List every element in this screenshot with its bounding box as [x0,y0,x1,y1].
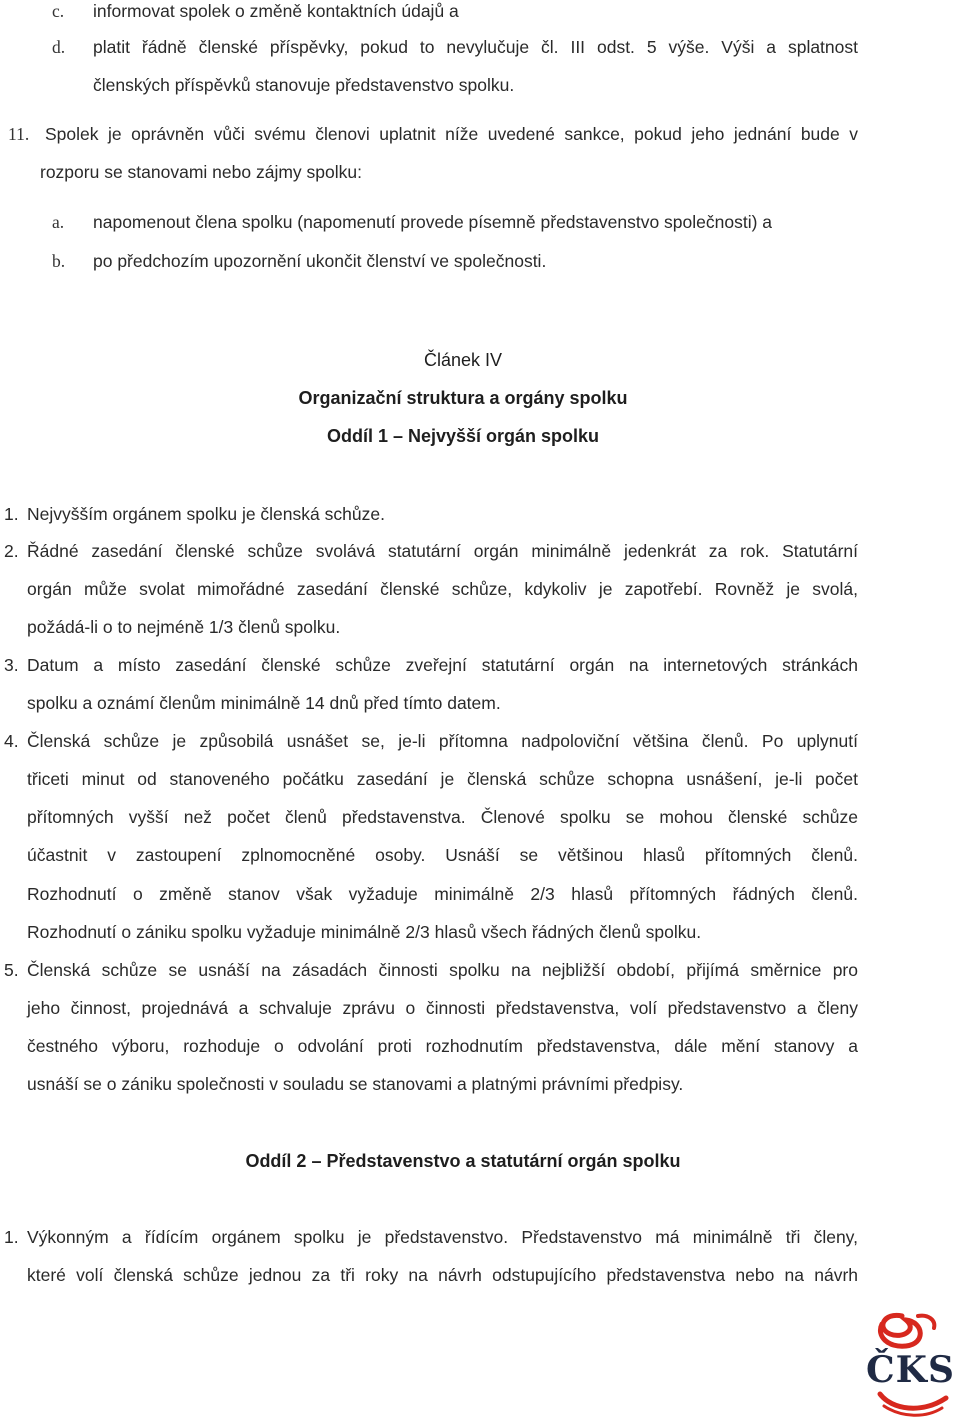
s1-p4-line-2: třiceti minut od stanoveného počátku zasedání je členská schůze schopna usnášení, je-li počet [27,769,858,789]
s1-p5-line-2: jeho činnost, projednává a schvaluje zprávu o činnosti představenstva, volí představenstvo a členy [27,998,858,1018]
s1-p2-line-1: Řádné zasedání členské schůze svolává statutární orgán minimálně jedenkrát za rok. Statutární [27,541,858,561]
section-1-title: Oddíl 1 – Nejvyšší orgán spolku [326,426,600,446]
article-subtitle: Organizační struktura a orgány spolku [298,388,628,408]
list-marker-d: d. [52,37,66,57]
list-marker-a: a. [52,212,65,232]
s1-p4-line-4: účastnit v zastoupení zplnomocněné osoby. Usnáší se většinou hlasů přítomných členů. [27,845,858,865]
list-item-c: informovat spolek o změně kontaktních údajů a [93,1,459,21]
s1-p3-number: 3. [4,655,19,675]
s1-p4-line-5: Rozhodnutí o změně stanov však vyžaduje minimálně 2/3 hlasů přítomných řádných členů. [27,884,858,904]
sanction-a: napomenout člena spolku (napomenutí provede písemně představenstvo společnosti) a [93,212,773,232]
s1-p2-number: 2. [4,541,19,561]
s1-p4-line-1: Členská schůze je způsobilá usnášet se, je-li přítomna nadpoloviční většina členů. Po uplynutí [27,731,858,751]
list-item-d-line-2: členských příspěvků stanovuje představenstvo spolku. [93,75,515,95]
s1-p3-line-2: spolku a oznámí členům minimálně 14 dnů před tímto datem. [27,693,501,713]
s1-p2-line-2: orgán může svolat mimořádné zasedání členské schůze, kdykoliv je zapotřebí. Rovněž je svolá, [27,579,858,599]
sanction-b: po předchozím upozornění ukončit členství ve společnosti. [93,251,547,271]
s1-p1-line-1: Nejvyšším orgánem spolku je členská schůze. [27,504,385,524]
s1-p5-line-1: Členská schůze se usnáší na zásadách činnosti spolku na nejbližší období, přijímá směrnice pro [27,960,858,980]
s1-p5-line-4: usnáší se o zániku společnosti v souladu se stanovami a platnými právními předpisy. [27,1074,684,1094]
s1-p4-number: 4. [4,731,19,751]
s1-p3-line-1: Datum a místo zasedání členské schůze zveřejní statutární orgán na internetových stránkách [27,655,858,675]
s2-p1-number: 1. [4,1227,19,1247]
list-marker-b: b. [52,251,66,271]
cks-logo [862,1310,958,1419]
cks-logo-text: ČKS [866,1349,955,1391]
s1-p5-number: 5. [4,960,19,980]
section-2-title: Oddíl 2 – Představenstvo a statutární orgán spolku [245,1151,681,1171]
s1-p2-line-3: požádá-li o to nejméně 1/3 členů spolku. [27,617,341,637]
article-title: Článek IV [423,350,503,370]
s1-p4-line-6: Rozhodnutí o zániku spolku vyžaduje minimálně 2/3 hlasů všech řádných členů spolku. [27,922,702,942]
s1-p1-number: 1. [4,504,19,524]
s1-p5-line-3: čestného výboru, rozhoduje o odvolání proti rozhodnutím představenstva, dále mění stanovy a [27,1036,858,1056]
list-marker-c: c. [52,1,65,21]
cks-logo-mark [862,1310,958,1419]
list-item-d-line-1: platit řádně členské příspěvky, pokud to nevylučuje čl. III odst. 5 výše. Výši a splatnost [93,37,858,57]
item-11-number: 11. [8,124,30,144]
item-11-line-1: Spolek je oprávněn vůči svému členovi uplatnit níže uvedené sankce, pokud jeho jednání bude v [45,124,858,144]
item-11-line-2: rozporu se stanovami nebo zájmy spolku: [40,162,362,182]
s2-p1-line-1: Výkonným a řídícím orgánem spolku je představenstvo. Představenstvo má minimálně tři členy, [27,1227,858,1247]
s2-p1-line-2: které volí členská schůze jednou za tři roky na návrh odstupujícího představenstva nebo na návrh [27,1265,858,1285]
s1-p4-line-3: přítomných vyšší než počet členů představenstva. Členové spolku se mohou členské schůze [27,807,858,827]
